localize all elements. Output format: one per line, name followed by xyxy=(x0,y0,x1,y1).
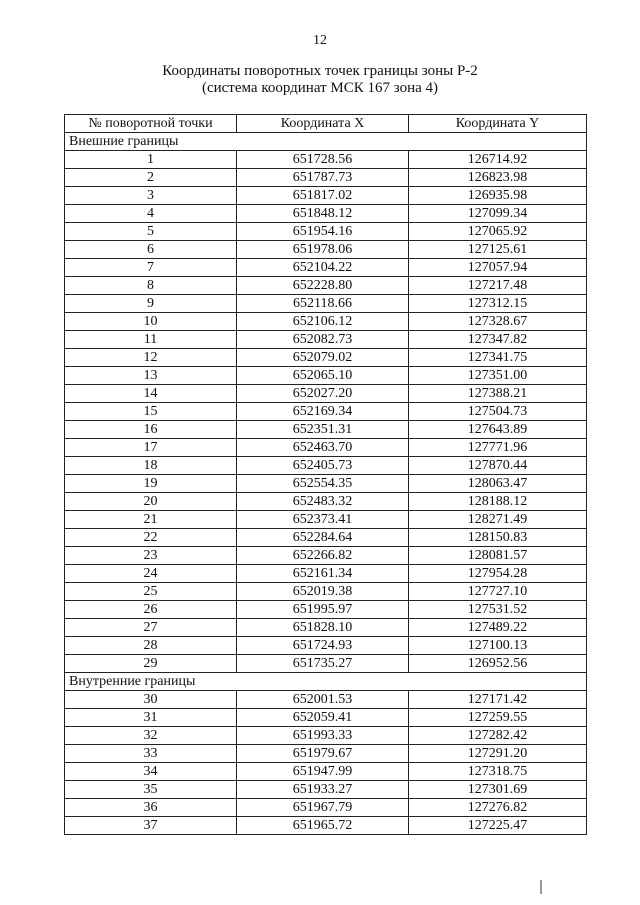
coordinate-x-cell: 652228.80 xyxy=(237,277,409,295)
table-row xyxy=(65,223,587,241)
point-number-cell: 36 xyxy=(65,799,237,817)
section-label-inner: Внутренние границы xyxy=(65,673,587,691)
coordinate-x-cell: 651933.27 xyxy=(237,781,409,799)
table-row xyxy=(65,241,587,259)
point-number-cell: 18 xyxy=(65,457,237,475)
coordinate-y-cell: 126714.92 xyxy=(409,151,587,169)
coordinate-x-cell: 652082.73 xyxy=(237,331,409,349)
table-row xyxy=(65,691,587,709)
coordinate-x-cell: 652065.10 xyxy=(237,367,409,385)
point-number-cell: 26 xyxy=(65,601,237,619)
table-row xyxy=(65,511,587,529)
coordinate-x-cell: 651965.72 xyxy=(237,817,409,835)
coordinate-y-cell: 127531.52 xyxy=(409,601,587,619)
coordinate-x-cell: 651978.06 xyxy=(237,241,409,259)
coordinate-x-cell: 651728.56 xyxy=(237,151,409,169)
point-number-cell: 16 xyxy=(65,421,237,439)
point-number-cell: 32 xyxy=(65,727,237,745)
section-label-outer: Внешние границы xyxy=(65,133,587,151)
coordinate-x-cell: 652118.66 xyxy=(237,295,409,313)
document-title xyxy=(0,63,640,97)
coordinate-x-cell: 652104.22 xyxy=(237,259,409,277)
coordinate-x-cell: 652001.53 xyxy=(237,691,409,709)
coordinate-x-cell: 652351.31 xyxy=(237,421,409,439)
point-number-cell: 27 xyxy=(65,619,237,637)
point-number-cell: 34 xyxy=(65,763,237,781)
coordinate-y-cell: 127282.42 xyxy=(409,727,587,745)
table-row xyxy=(65,457,587,475)
coordinate-y-cell: 127318.75 xyxy=(409,763,587,781)
coordinate-x-cell: 652373.41 xyxy=(237,511,409,529)
coordinate-x-cell: 651817.02 xyxy=(237,187,409,205)
coordinate-y-cell: 127225.47 xyxy=(409,817,587,835)
point-number-cell: 35 xyxy=(65,781,237,799)
coordinate-y-cell: 128188.12 xyxy=(409,493,587,511)
header-coordinate-x: Координата X xyxy=(237,115,409,133)
coordinate-y-cell: 127643.89 xyxy=(409,421,587,439)
header-coordinate-y: Координата Y xyxy=(409,115,587,133)
coordinate-y-cell: 127125.61 xyxy=(409,241,587,259)
coordinate-y-cell: 127489.22 xyxy=(409,619,587,637)
coordinate-y-cell: 128271.49 xyxy=(409,511,587,529)
coordinate-x-cell: 651954.16 xyxy=(237,223,409,241)
table-row xyxy=(65,547,587,565)
coordinate-y-cell: 128081.57 xyxy=(409,547,587,565)
coordinate-y-cell: 126935.98 xyxy=(409,187,587,205)
table-row xyxy=(65,583,587,601)
coordinate-y-cell: 127347.82 xyxy=(409,331,587,349)
coordinate-x-cell: 652027.20 xyxy=(237,385,409,403)
table-row xyxy=(65,169,587,187)
point-number-cell: 15 xyxy=(65,403,237,421)
table-row xyxy=(65,817,587,835)
coordinate-x-cell: 651995.97 xyxy=(237,601,409,619)
coordinate-x-cell: 651993.33 xyxy=(237,727,409,745)
point-number-cell: 1 xyxy=(65,151,237,169)
table-row xyxy=(65,637,587,655)
page-number: 12 xyxy=(313,33,327,48)
point-number-cell: 7 xyxy=(65,259,237,277)
table-row xyxy=(65,601,587,619)
point-number-cell: 2 xyxy=(65,169,237,187)
coordinate-x-cell: 651848.12 xyxy=(237,205,409,223)
coordinate-y-cell: 127259.55 xyxy=(409,709,587,727)
table-row xyxy=(65,421,587,439)
point-number-cell: 17 xyxy=(65,439,237,457)
point-number-cell: 25 xyxy=(65,583,237,601)
coordinate-y-cell: 126823.98 xyxy=(409,169,587,187)
point-number-cell: 29 xyxy=(65,655,237,673)
coordinate-x-cell: 652554.35 xyxy=(237,475,409,493)
coordinate-y-cell: 126952.56 xyxy=(409,655,587,673)
title-line-2: (система координат МСК 167 зона 4) xyxy=(201,80,439,96)
coordinate-y-cell: 128063.47 xyxy=(409,475,587,493)
coordinate-x-cell: 652079.02 xyxy=(237,349,409,367)
table-row xyxy=(65,331,587,349)
coordinate-y-cell: 127771.96 xyxy=(409,439,587,457)
coordinate-y-cell: 128150.83 xyxy=(409,529,587,547)
coordinate-y-cell: 127870.44 xyxy=(409,457,587,475)
coordinate-y-cell: 127217.48 xyxy=(409,277,587,295)
coordinate-y-cell: 127057.94 xyxy=(409,259,587,277)
coordinate-x-cell: 651967.79 xyxy=(237,799,409,817)
table-row xyxy=(65,799,587,817)
point-number-cell: 11 xyxy=(65,331,237,349)
point-number-cell: 9 xyxy=(65,295,237,313)
scan-mark xyxy=(540,880,542,894)
table-row xyxy=(65,367,587,385)
table-row xyxy=(65,385,587,403)
point-number-cell: 6 xyxy=(65,241,237,259)
coordinate-x-cell: 652106.12 xyxy=(237,313,409,331)
table-row xyxy=(65,529,587,547)
coordinate-x-cell: 651724.93 xyxy=(237,637,409,655)
coordinate-x-cell: 651828.10 xyxy=(237,619,409,637)
table-row xyxy=(65,745,587,763)
point-number-cell: 23 xyxy=(65,547,237,565)
coordinate-y-cell: 127328.67 xyxy=(409,313,587,331)
coordinate-y-cell: 127351.00 xyxy=(409,367,587,385)
point-number-cell: 8 xyxy=(65,277,237,295)
table-row xyxy=(65,403,587,421)
point-number-cell: 28 xyxy=(65,637,237,655)
table-row xyxy=(65,475,587,493)
point-number-cell: 13 xyxy=(65,367,237,385)
point-number-cell: 24 xyxy=(65,565,237,583)
coordinate-y-cell: 127954.28 xyxy=(409,565,587,583)
coordinate-y-cell: 127504.73 xyxy=(409,403,587,421)
point-number-cell: 22 xyxy=(65,529,237,547)
table-body xyxy=(65,133,587,835)
table-row xyxy=(65,205,587,223)
point-number-cell: 12 xyxy=(65,349,237,367)
table-row xyxy=(65,439,587,457)
coordinate-x-cell: 652463.70 xyxy=(237,439,409,457)
point-number-cell: 30 xyxy=(65,691,237,709)
table-row xyxy=(65,295,587,313)
table-row xyxy=(65,763,587,781)
point-number-cell: 20 xyxy=(65,493,237,511)
table-row xyxy=(65,565,587,583)
coordinate-y-cell: 127171.42 xyxy=(409,691,587,709)
coordinate-y-cell: 127100.13 xyxy=(409,637,587,655)
table-row xyxy=(65,187,587,205)
coordinate-y-cell: 127301.69 xyxy=(409,781,587,799)
coordinate-x-cell: 652266.82 xyxy=(237,547,409,565)
title-line-1: Координаты поворотных точек границы зоны Р-2 xyxy=(162,63,478,79)
table-row xyxy=(65,781,587,799)
header-point-number: № поворотной точки xyxy=(65,115,237,133)
coordinate-x-cell: 652405.73 xyxy=(237,457,409,475)
table-row xyxy=(65,277,587,295)
coordinate-y-cell: 127388.21 xyxy=(409,385,587,403)
point-number-cell: 3 xyxy=(65,187,237,205)
coordinate-x-cell: 652019.38 xyxy=(237,583,409,601)
table-row xyxy=(65,727,587,745)
coordinate-x-cell: 652059.41 xyxy=(237,709,409,727)
coordinate-y-cell: 127291.20 xyxy=(409,745,587,763)
coordinate-x-cell: 651947.99 xyxy=(237,763,409,781)
coordinate-x-cell: 652483.32 xyxy=(237,493,409,511)
section-row-outer xyxy=(65,133,587,151)
coordinate-y-cell: 127276.82 xyxy=(409,799,587,817)
coordinate-x-cell: 651735.27 xyxy=(237,655,409,673)
table-row xyxy=(65,655,587,673)
table-row xyxy=(65,619,587,637)
coordinate-x-cell: 651979.67 xyxy=(237,745,409,763)
table-row xyxy=(65,493,587,511)
point-number-cell: 31 xyxy=(65,709,237,727)
point-number-cell: 37 xyxy=(65,817,237,835)
table-row xyxy=(65,151,587,169)
point-number-cell: 4 xyxy=(65,205,237,223)
point-number-cell: 33 xyxy=(65,745,237,763)
coordinate-y-cell: 127099.34 xyxy=(409,205,587,223)
point-number-cell: 5 xyxy=(65,223,237,241)
coordinate-x-cell: 652284.64 xyxy=(237,529,409,547)
table-row xyxy=(65,709,587,727)
coordinate-x-cell: 651787.73 xyxy=(237,169,409,187)
section-row-inner xyxy=(65,673,587,691)
point-number-cell: 19 xyxy=(65,475,237,493)
point-number-cell: 14 xyxy=(65,385,237,403)
header-row xyxy=(65,115,587,133)
coordinates-table xyxy=(64,114,587,835)
table-row xyxy=(65,349,587,367)
point-number-cell: 21 xyxy=(65,511,237,529)
point-number-cell: 10 xyxy=(65,313,237,331)
coordinate-x-cell: 652169.34 xyxy=(237,403,409,421)
table-row xyxy=(65,259,587,277)
coordinate-x-cell: 652161.34 xyxy=(237,565,409,583)
coordinate-y-cell: 127065.92 xyxy=(409,223,587,241)
coordinate-y-cell: 127312.15 xyxy=(409,295,587,313)
coordinate-y-cell: 127341.75 xyxy=(409,349,587,367)
coordinate-y-cell: 127727.10 xyxy=(409,583,587,601)
table-row xyxy=(65,313,587,331)
